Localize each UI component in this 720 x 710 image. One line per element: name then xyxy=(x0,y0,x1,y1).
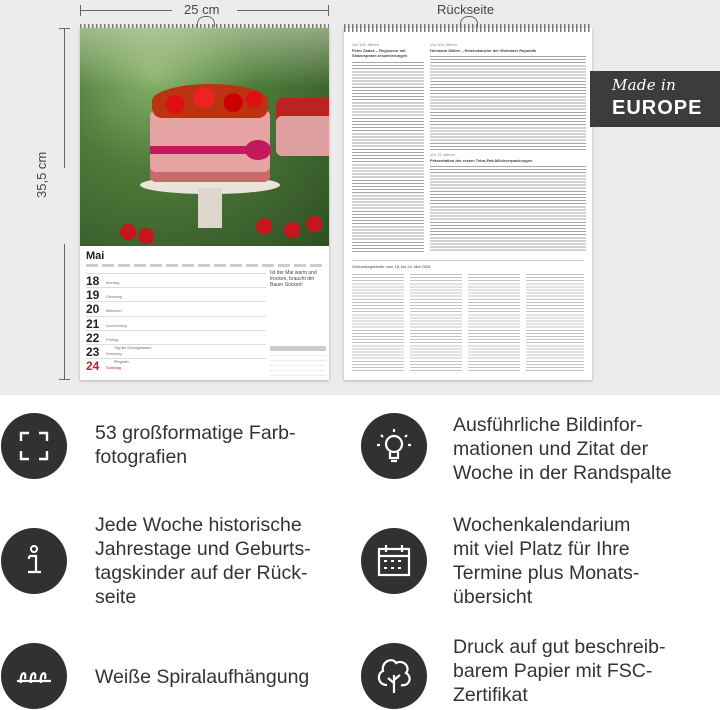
day-row xyxy=(86,358,266,373)
back-col2-title-2: Präsentation der ersten Tetra-Pak-Milchverpackungen xyxy=(430,158,533,163)
month-heading: Mai xyxy=(86,250,105,262)
back-col2-overline-2: Vor 75 Jahren xyxy=(430,152,455,157)
back-births-heading: Geburtstagskinder vom 18. bis 24. Mai 2026 xyxy=(352,264,431,269)
calendar-icon xyxy=(361,528,427,594)
day-row xyxy=(86,330,266,345)
day-number: 23 xyxy=(86,345,100,359)
made-in-europe-badge xyxy=(590,71,720,127)
height-dimension-tick-bottom xyxy=(59,379,70,380)
lightbulb-icon xyxy=(361,413,427,479)
sun-moon-info-line xyxy=(86,264,326,267)
day-row xyxy=(86,273,266,288)
width-dimension-tick-right xyxy=(328,5,329,16)
day-row xyxy=(86,344,266,359)
feature-text-1: 53 großformatige Farb- fotografien xyxy=(95,422,296,468)
day-note: Tag des Grundgesetzes xyxy=(114,346,151,350)
width-dimension-line-right xyxy=(237,10,329,11)
back-col1-overline: Vor 100 Jahren xyxy=(352,42,380,47)
feature-text-4: Wochenkalendarium mit viel Platz für Ihre Termine plus Monats- übersicht xyxy=(453,514,640,608)
width-dimension-tick-left xyxy=(80,5,81,16)
hanger-hook-back xyxy=(460,16,478,27)
back-births-col2 xyxy=(410,274,462,372)
day-name: Donnerstag xyxy=(106,322,127,328)
day-number: 19 xyxy=(86,288,100,303)
back-col2-text-2 xyxy=(430,166,586,252)
back-col2-title: Hermann Müller – Reichskanzler der Weimarer Republik xyxy=(430,48,537,53)
fullscreen-frame-icon xyxy=(1,413,67,479)
day-name: Dienstag xyxy=(106,294,122,300)
tree-icon xyxy=(361,643,427,709)
month-overview-grid xyxy=(270,346,326,376)
height-dimension-tick-top xyxy=(59,28,70,29)
front-calendar xyxy=(80,28,329,380)
badge-europe-text: EUROPE xyxy=(612,97,703,119)
back-col1-text xyxy=(352,62,424,252)
height-dimension-line-bottom xyxy=(64,244,65,380)
back-calendar xyxy=(344,28,592,380)
back-births-col4 xyxy=(526,274,584,372)
feature-text-6: Druck auf gut beschreib- barem Papier mit FSC- Zertifikat xyxy=(453,636,666,706)
info-icon xyxy=(1,528,67,594)
day-number: 21 xyxy=(86,316,100,331)
back-col2-overline: Vor 100 Jahren xyxy=(430,42,458,47)
day-number: 24 xyxy=(86,359,100,374)
spiral-binding-icon xyxy=(1,643,67,709)
day-number: 20 xyxy=(86,302,100,317)
day-name: Montag xyxy=(106,280,120,285)
back-col2-text xyxy=(430,56,586,150)
height-dimension-label: 35,5 cm xyxy=(34,151,49,198)
weekly-quote: Ist der Mai warm und trocken, braucht der Bauer Socken! xyxy=(270,270,317,288)
feature-text-2: Ausführliche Bildinfor- mationen und Zitat der Woche in der Randspalte xyxy=(453,414,672,484)
badge-script-text: Made in xyxy=(612,76,677,94)
day-number: 22 xyxy=(86,330,100,345)
day-number: 18 xyxy=(86,274,100,288)
width-dimension-label: 25 cm xyxy=(184,2,220,17)
day-name: Sonntag xyxy=(106,365,121,371)
day-name: Samstag xyxy=(106,351,122,356)
feature-list xyxy=(0,395,720,710)
feature-text-3: Jede Woche historische Jahrestage und Geburts- tagskinder auf der Rück- seite xyxy=(95,514,311,608)
day-note: Pfingsten xyxy=(114,360,129,365)
day-name: Freitag xyxy=(106,336,119,342)
back-side-label: Rückseite xyxy=(437,2,495,17)
back-births-col1 xyxy=(352,274,404,372)
hanger-hook xyxy=(197,16,215,27)
back-births-col3 xyxy=(468,274,520,372)
strawberry-cake-photo xyxy=(80,28,329,246)
height-dimension-line-top xyxy=(64,28,65,168)
day-row xyxy=(86,287,266,302)
day-row xyxy=(86,301,266,316)
width-dimension-line-left xyxy=(80,10,172,11)
day-name: Mittwoch xyxy=(106,308,122,314)
feature-text-5: Weiße Spiralaufhängung xyxy=(95,666,310,688)
back-col1-title: Peter Zadek – Regisseur mit Shakespeare-Inszenierungen xyxy=(352,48,408,58)
day-row xyxy=(86,316,266,331)
